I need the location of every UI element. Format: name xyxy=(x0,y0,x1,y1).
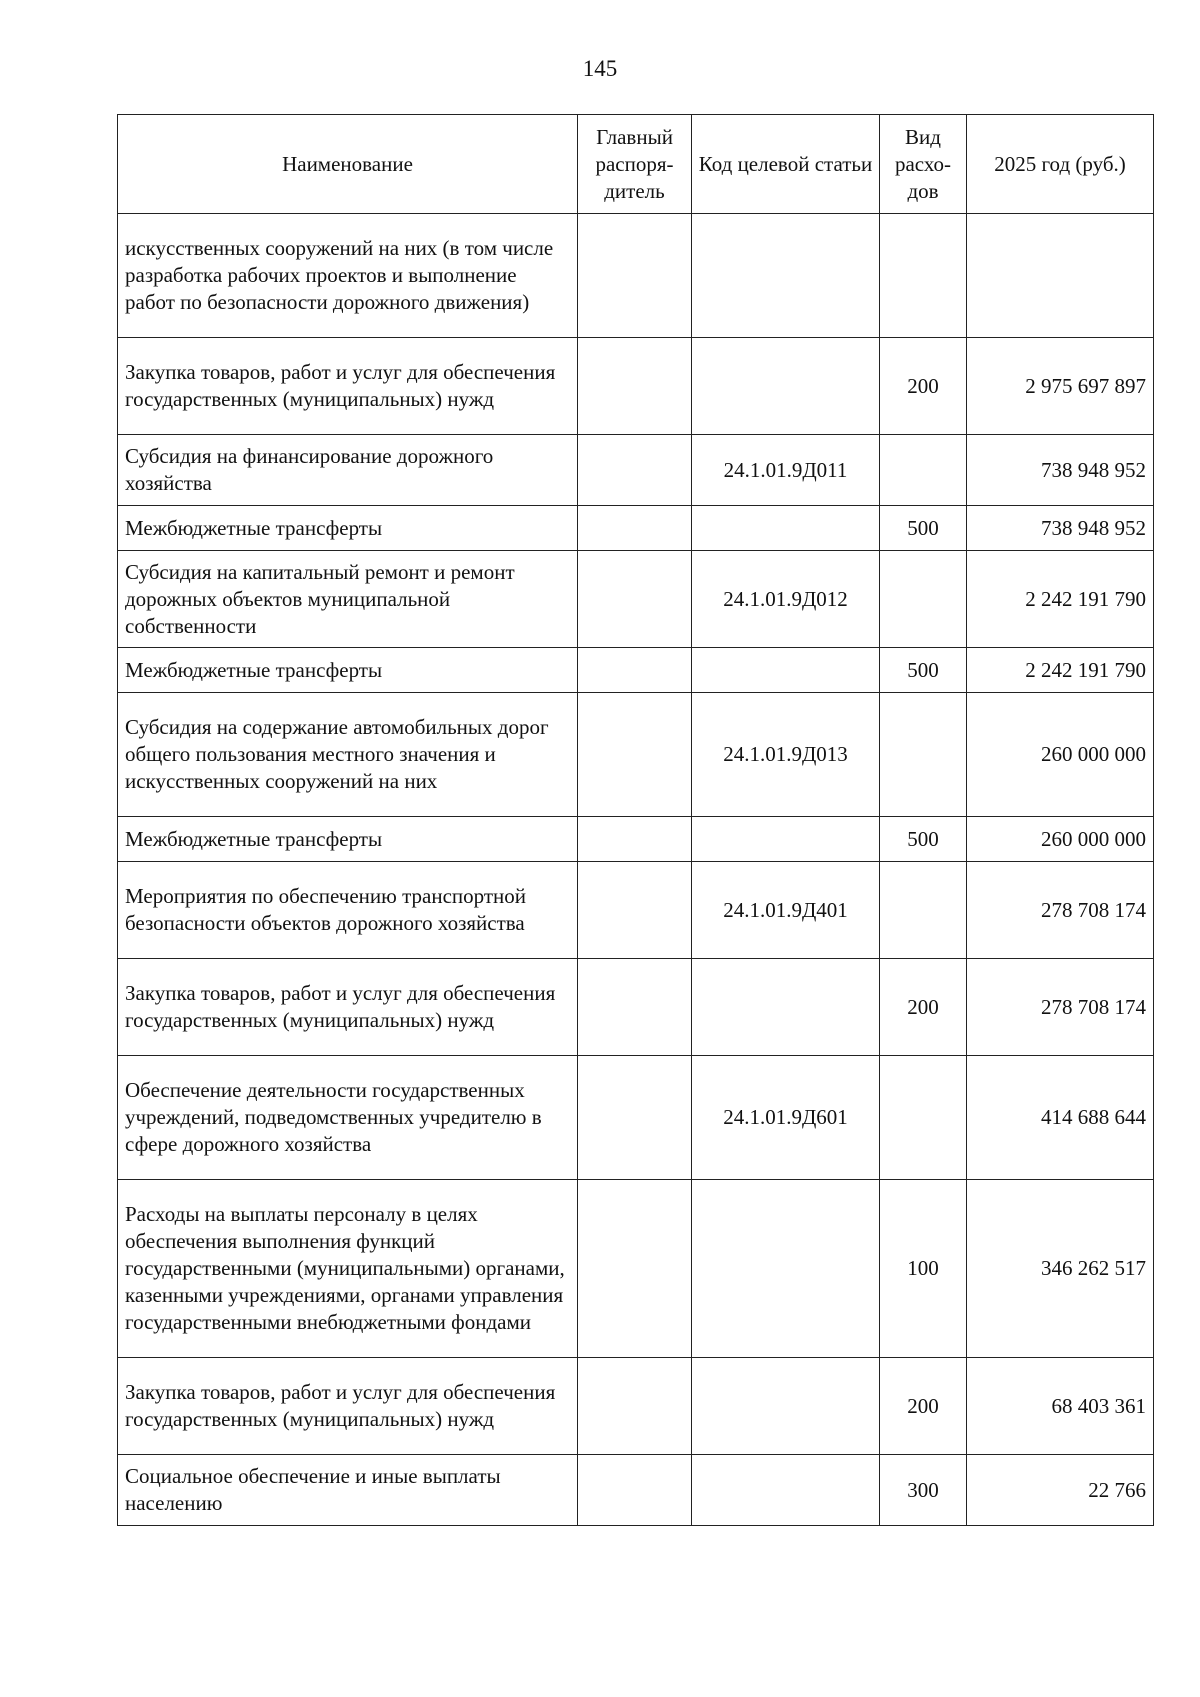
row-name: Субсидия на финансирование дорожного хозяйства xyxy=(118,435,578,506)
row-amount: 2 242 191 790 xyxy=(967,648,1154,693)
row-manager xyxy=(578,214,692,338)
table-row xyxy=(118,959,1154,1056)
row-manager xyxy=(578,648,692,693)
row-code xyxy=(692,817,880,862)
row-name: Мероприятия по обеспечению транспортной безопасности объектов дорожного хозяйства xyxy=(118,862,578,959)
table-row xyxy=(118,214,1154,338)
row-manager xyxy=(578,435,692,506)
row-amount: 414 688 644 xyxy=(967,1056,1154,1180)
header-amount: 2025 год (руб.) xyxy=(967,115,1154,214)
row-name: Закупка товаров, работ и услуг для обеспечения государственных (муниципальных) нужд xyxy=(118,959,578,1056)
row-kind xyxy=(880,1056,967,1180)
row-code xyxy=(692,1455,880,1526)
row-kind xyxy=(880,435,967,506)
row-code xyxy=(692,506,880,551)
row-code: 24.1.01.9Д011 xyxy=(692,435,880,506)
row-amount: 278 708 174 xyxy=(967,862,1154,959)
header-kind: Вид расхо-дов xyxy=(880,115,967,214)
row-amount xyxy=(967,214,1154,338)
budget-table xyxy=(117,114,1154,1526)
row-amount: 738 948 952 xyxy=(967,435,1154,506)
row-name: Расходы на выплаты персоналу в целях обеспечения выполнения функций государственными (муниципальными) органами, казенными учреждениями, органами управления государственными внебюджетными фондами xyxy=(118,1180,578,1358)
row-name: Межбюджетные трансферты xyxy=(118,648,578,693)
row-code xyxy=(692,648,880,693)
row-kind xyxy=(880,551,967,648)
table-row xyxy=(118,1180,1154,1358)
table-row xyxy=(118,1455,1154,1526)
row-kind: 500 xyxy=(880,648,967,693)
row-code xyxy=(692,214,880,338)
row-manager xyxy=(578,862,692,959)
row-kind xyxy=(880,862,967,959)
row-kind: 300 xyxy=(880,1455,967,1526)
row-name: Субсидия на содержание автомобильных дорог общего пользования местного значения и искусственных сооружений на них xyxy=(118,693,578,817)
row-amount: 738 948 952 xyxy=(967,506,1154,551)
table-row xyxy=(118,648,1154,693)
row-manager xyxy=(578,1358,692,1455)
row-code: 24.1.01.9Д401 xyxy=(692,862,880,959)
row-kind: 200 xyxy=(880,959,967,1056)
row-amount: 260 000 000 xyxy=(967,817,1154,862)
row-code: 24.1.01.9Д601 xyxy=(692,1056,880,1180)
row-name: Межбюджетные трансферты xyxy=(118,506,578,551)
row-name: Социальное обеспечение и иные выплаты населению xyxy=(118,1455,578,1526)
row-manager xyxy=(578,817,692,862)
row-amount: 22 766 xyxy=(967,1455,1154,1526)
header-name: Наименование xyxy=(118,115,578,214)
table-row xyxy=(118,551,1154,648)
table-row xyxy=(118,817,1154,862)
table-row xyxy=(118,1358,1154,1455)
row-kind xyxy=(880,693,967,817)
row-amount: 68 403 361 xyxy=(967,1358,1154,1455)
row-manager xyxy=(578,959,692,1056)
row-name: Межбюджетные трансферты xyxy=(118,817,578,862)
row-manager xyxy=(578,338,692,435)
row-amount: 278 708 174 xyxy=(967,959,1154,1056)
row-kind: 100 xyxy=(880,1180,967,1358)
row-kind: 500 xyxy=(880,506,967,551)
row-name: Обеспечение деятельности государственных учреждений, подведомственных учредителю в сфере дорожного хозяйства xyxy=(118,1056,578,1180)
table-row xyxy=(118,862,1154,959)
row-manager xyxy=(578,1455,692,1526)
row-amount: 2 975 697 897 xyxy=(967,338,1154,435)
row-manager xyxy=(578,693,692,817)
table-row xyxy=(118,338,1154,435)
row-kind xyxy=(880,214,967,338)
row-amount: 2 242 191 790 xyxy=(967,551,1154,648)
row-manager xyxy=(578,1180,692,1358)
row-code xyxy=(692,1180,880,1358)
row-code xyxy=(692,1358,880,1455)
row-name: Закупка товаров, работ и услуг для обеспечения государственных (муниципальных) нужд xyxy=(118,1358,578,1455)
row-manager xyxy=(578,1056,692,1180)
row-amount: 260 000 000 xyxy=(967,693,1154,817)
row-kind: 200 xyxy=(880,1358,967,1455)
row-code xyxy=(692,338,880,435)
row-name: искусственных сооружений на них (в том числе разработка рабочих проектов и выполнение работ по безопасности дорожного движения) xyxy=(118,214,578,338)
header-code: Код целевой статьи xyxy=(692,115,880,214)
row-code: 24.1.01.9Д013 xyxy=(692,693,880,817)
table-row xyxy=(118,435,1154,506)
row-amount: 346 262 517 xyxy=(967,1180,1154,1358)
row-name: Закупка товаров, работ и услуг для обеспечения государственных (муниципальных) нужд xyxy=(118,338,578,435)
header-manager: Главный распоря-дитель xyxy=(578,115,692,214)
page-number: 145 xyxy=(582,56,618,81)
row-code: 24.1.01.9Д012 xyxy=(692,551,880,648)
row-code xyxy=(692,959,880,1056)
table-row xyxy=(118,1056,1154,1180)
row-manager xyxy=(578,551,692,648)
table-row xyxy=(118,506,1154,551)
table-row xyxy=(118,693,1154,817)
header-row xyxy=(118,115,1154,214)
row-name: Субсидия на капитальный ремонт и ремонт дорожных объектов муниципальной собственности xyxy=(118,551,578,648)
row-kind: 500 xyxy=(880,817,967,862)
row-manager xyxy=(578,506,692,551)
row-kind: 200 xyxy=(880,338,967,435)
